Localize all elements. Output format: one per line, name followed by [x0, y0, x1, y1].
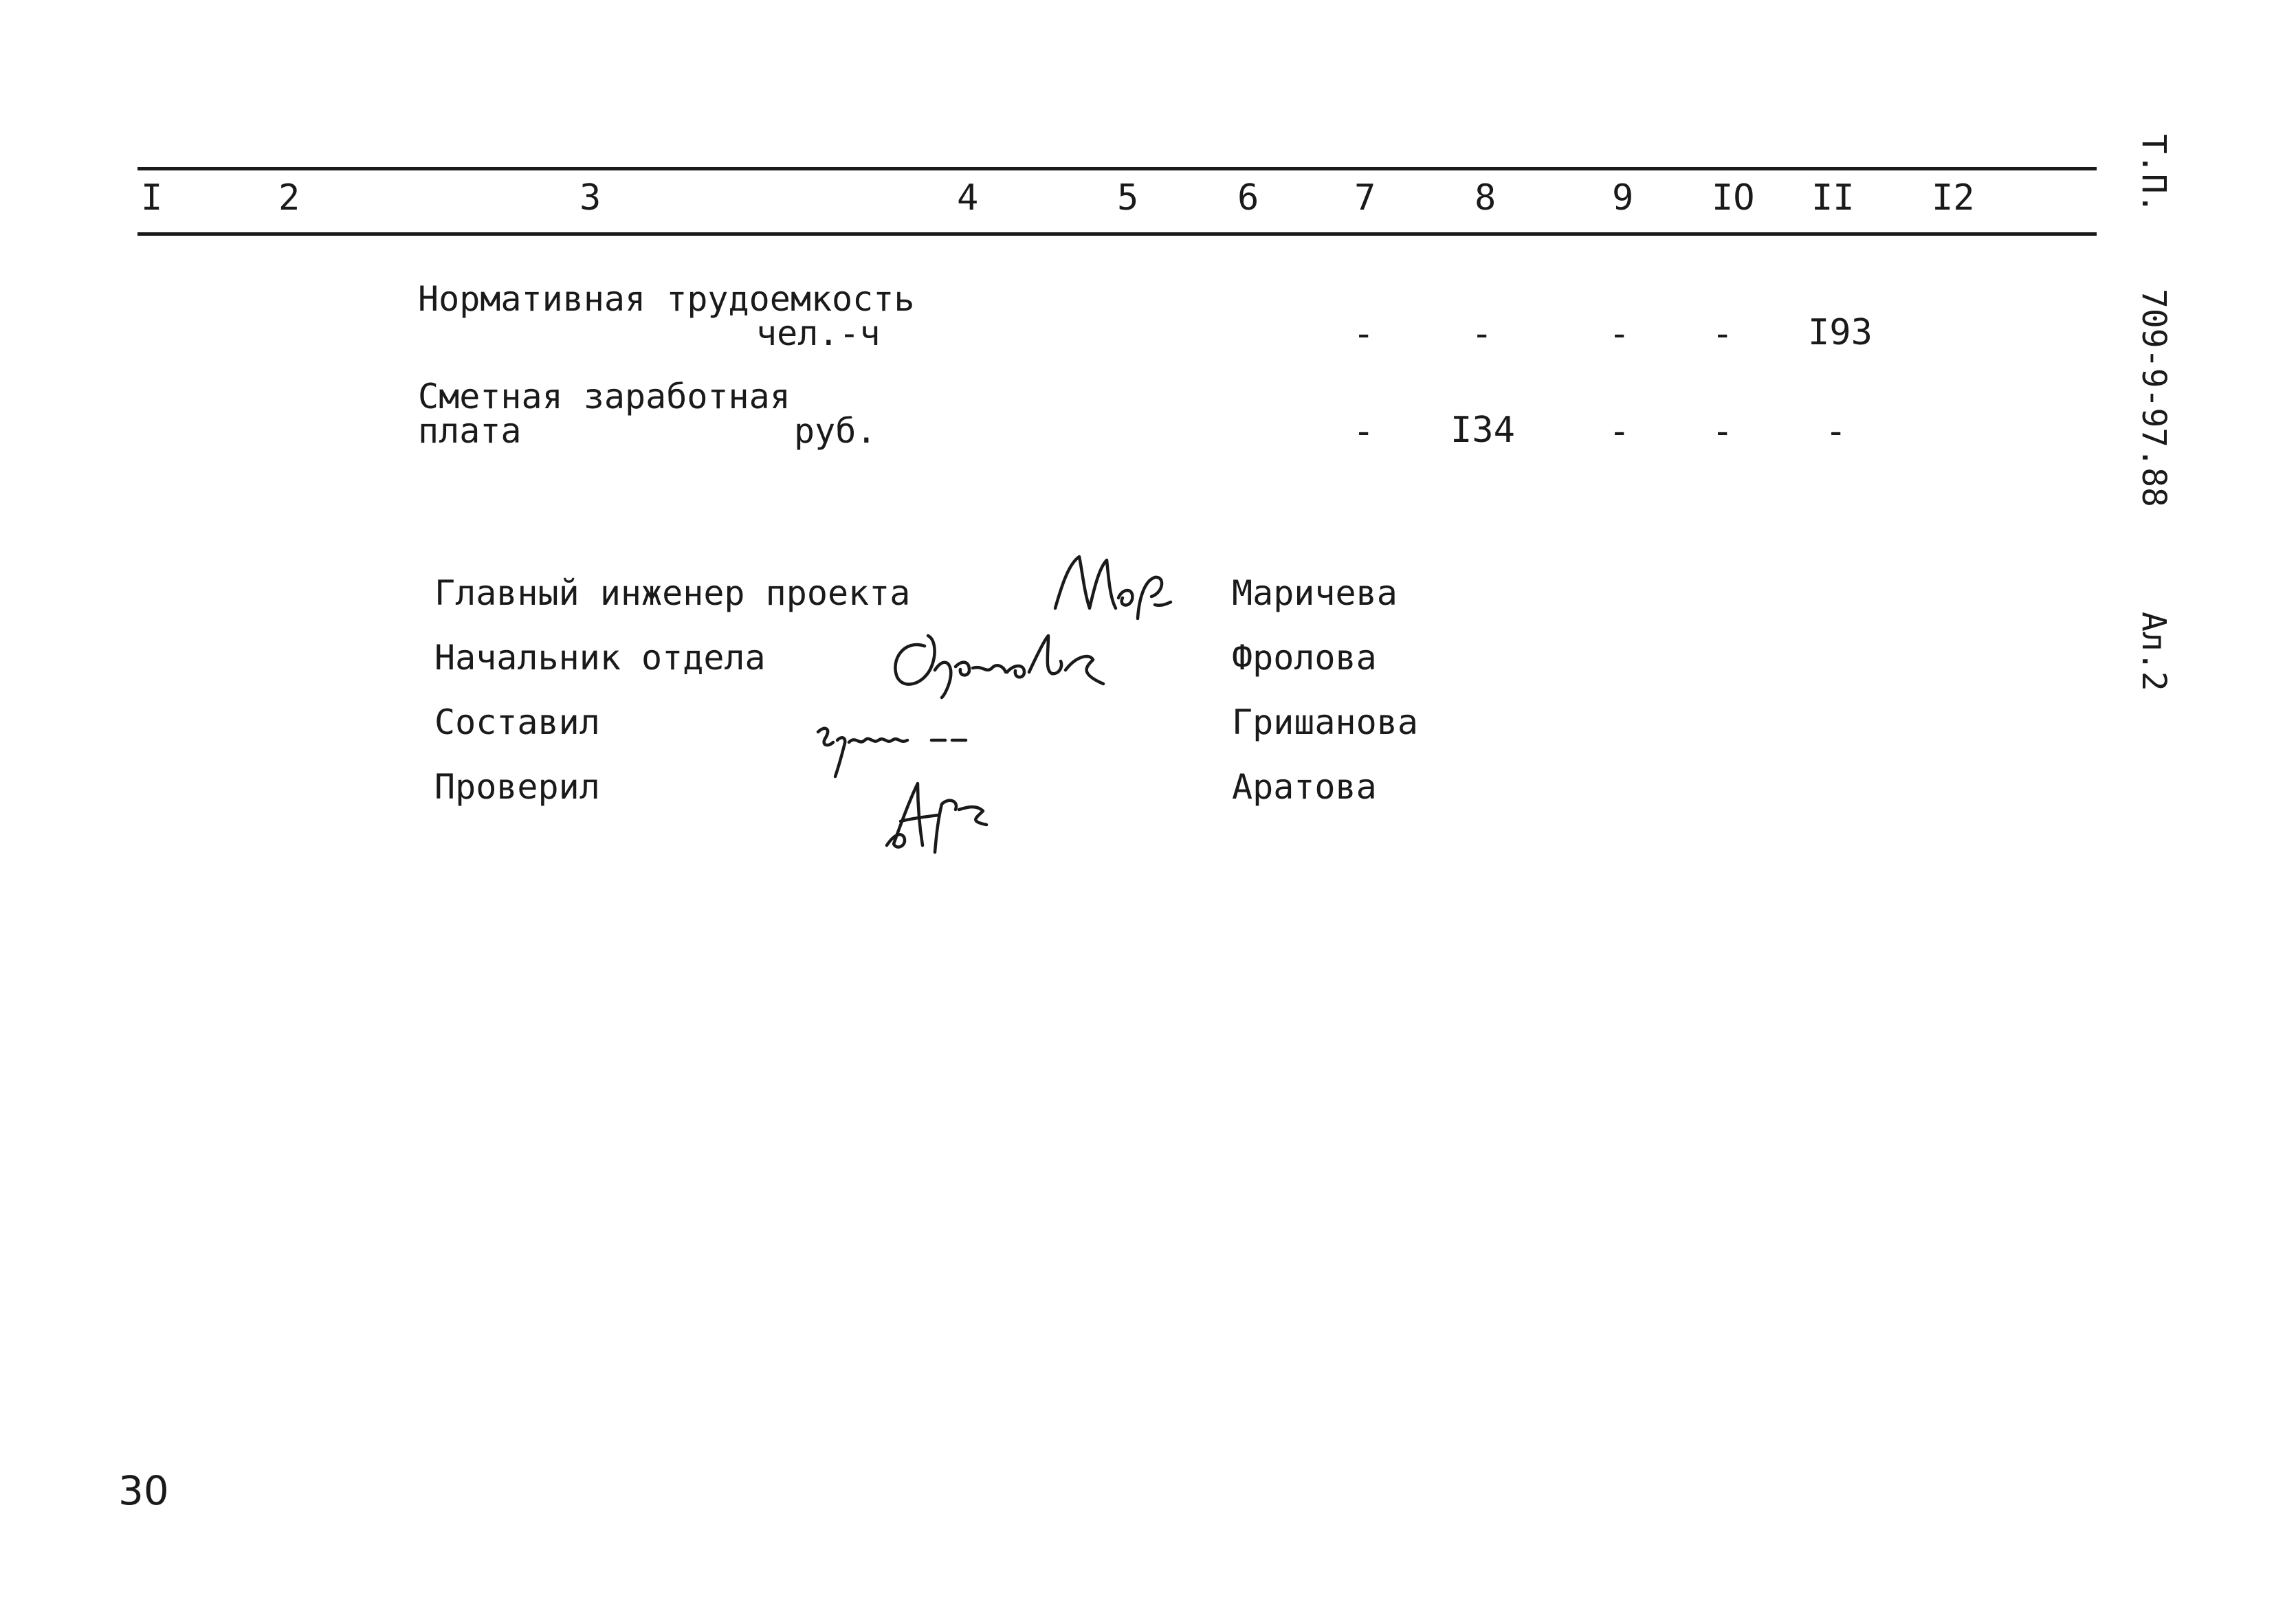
signature-role: Проверил	[434, 767, 600, 807]
cell-col11: -	[1825, 411, 1847, 452]
row-label-line1: Сметная заработная	[418, 377, 791, 416]
cell-col10: -	[1712, 411, 1734, 452]
column-number-6: 6	[1237, 177, 1259, 219]
signature-role: Главный инженер проекта	[434, 573, 911, 613]
handwritten-signature	[883, 619, 1131, 701]
column-number-10: IO	[1712, 177, 1755, 219]
signature-name: Аратова	[1232, 767, 1377, 807]
row-label-line2: чел.-ч	[756, 313, 881, 353]
row-unit: руб.	[794, 411, 877, 451]
signature-role: Начальник отдела	[434, 638, 766, 678]
column-number-5: 5	[1117, 177, 1139, 219]
column-number-8: 8	[1475, 177, 1497, 219]
signature-role: Составил	[434, 702, 600, 742]
column-number-9: 9	[1612, 177, 1634, 219]
table-header-bottom-rule	[137, 232, 2097, 236]
column-number-7: 7	[1354, 177, 1376, 219]
cell-col7: -	[1353, 411, 1375, 452]
cell-col8: I34	[1450, 410, 1515, 451]
side-stamp-album: Ал.2	[2134, 612, 2173, 691]
cell-col9: -	[1609, 411, 1631, 452]
cell-col11: I93	[1808, 312, 1873, 353]
handwritten-signature	[1041, 543, 1179, 625]
row-label-line2: плата	[418, 411, 522, 451]
column-number-3: 3	[579, 177, 601, 219]
page-number: 30	[118, 1467, 169, 1514]
side-stamp-project-type: Т.П.	[2134, 134, 2173, 214]
cell-col7: -	[1353, 313, 1375, 355]
column-number-2: 2	[278, 177, 300, 219]
row-label-line1: Нормативная трудоемкость	[418, 279, 915, 319]
handwritten-signature	[873, 770, 1011, 859]
column-number-12: I2	[1932, 177, 1975, 219]
signature-name: Маричева	[1232, 573, 1398, 613]
cell-col8: -	[1471, 313, 1493, 355]
side-stamp-project-code: 709-9-97.88	[2134, 289, 2173, 507]
table-top-rule	[137, 167, 2097, 170]
column-number-4: 4	[957, 177, 979, 219]
column-number-11: II	[1811, 177, 1855, 219]
cell-col10: -	[1712, 313, 1734, 355]
cell-col9: -	[1609, 313, 1631, 355]
column-number-1: I	[141, 177, 163, 219]
signature-name: Фролова	[1232, 638, 1377, 678]
signature-name: Гришанова	[1232, 702, 1418, 742]
